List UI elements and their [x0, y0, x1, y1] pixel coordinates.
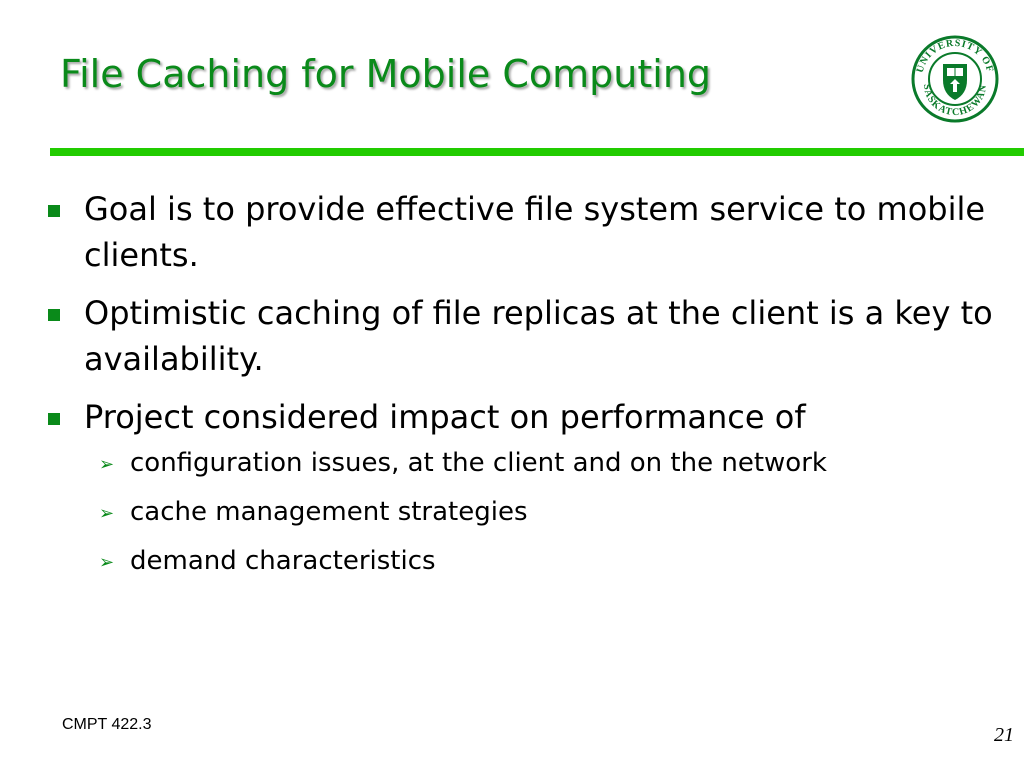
- sub-bullet-text: configuration issues, at the client and on the network: [130, 448, 827, 478]
- sub-bullet-text: demand characteristics: [130, 546, 436, 576]
- bullet-item: [44, 186, 1019, 278]
- arrow-bullet-icon: ➢: [99, 454, 115, 475]
- bullet-text: Optimistic caching of file replicas at the client is a key to availability.: [84, 294, 993, 378]
- university-logo-svg: [910, 34, 1000, 124]
- svg-text:UNIVERSITY OF: UNIVERSITY OF: [914, 37, 996, 75]
- svg-text:SASKATCHEWAN: SASKATCHEWAN: [920, 83, 990, 119]
- arrow-bullet-icon: ➢: [99, 503, 115, 524]
- sub-bullet-item: [44, 495, 1019, 529]
- bullet-item: [44, 394, 1019, 440]
- square-bullet-icon: [48, 413, 60, 425]
- square-bullet-icon: [48, 309, 60, 321]
- sub-bullet-item: [44, 446, 1019, 480]
- arrow-bullet-icon: ➢: [99, 552, 115, 573]
- sub-bullet-item: [44, 544, 1019, 578]
- bullet-text: Project considered impact on performance of: [84, 398, 806, 436]
- sub-bullet-text: cache management strategies: [130, 497, 528, 527]
- page-number: 21: [994, 724, 1014, 746]
- square-bullet-icon: [48, 205, 60, 217]
- bullet-text: Goal is to provide effective file system service to mobile clients.: [84, 190, 986, 274]
- sub-bullet-list: [44, 446, 1019, 578]
- bullet-item: [44, 290, 1019, 382]
- university-of-saskatchewan-crest-icon: [910, 34, 1000, 124]
- title-divider: [50, 148, 1024, 156]
- slide-content: [44, 186, 1019, 593]
- slide-title: File Caching for Mobile Computing: [60, 52, 712, 96]
- course-code: CMPT 422.3: [62, 716, 152, 733]
